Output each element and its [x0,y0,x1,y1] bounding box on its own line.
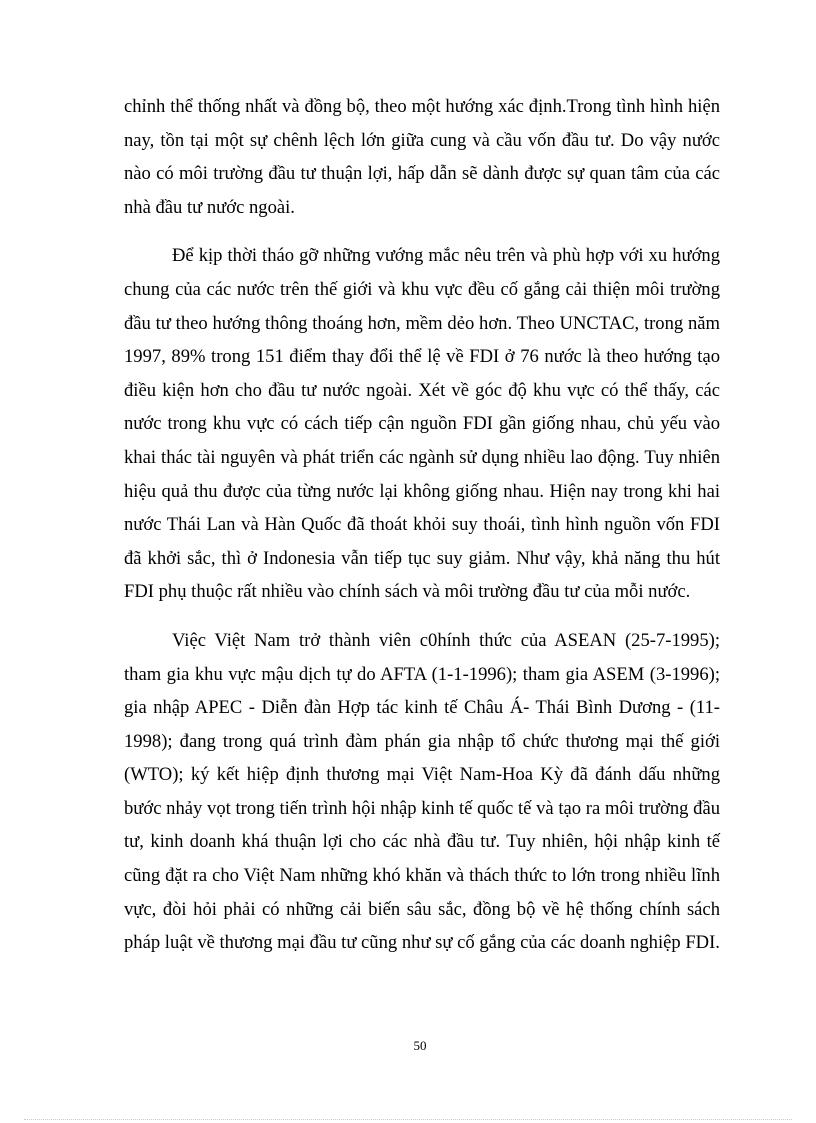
document-body [124,90,720,960]
paragraph-fdi-trends: Để kịp thời tháo gỡ những vướng mắc nêu trên và phù hợp với xu hướng chung của các nước trên thế giới và khu vực đều cố gắng cải thiện môi trường đầu tư theo hướng thông thoáng hơn, mềm dẻo hơn. Theo UNCTAC, trong năm 1997, 89% trong 151 điểm thay đổi thể lệ về FDI ở 76 nước là theo hướng tạo điều kiện hơn cho đầu tư nước ngoài. Xét về góc độ khu vực có thể thấy, các nước trong khu vực có cách tiếp cận nguồn FDI gần giống nhau, chủ yếu vào khai thác tài nguyên và phát triển các ngành sử dụng nhiều lao động. Tuy nhiên hiệu quả thu được của từng nước lại không giống nhau. Hiện nay trong khi hai nước Thái Lan và Hàn Quốc đã thoát khỏi suy thoái, tình hình nguồn vốn FDI đã khởi sắc, thì ở Indonesia vẫn tiếp tục suy giảm. Như vậy, khả năng thu hút FDI phụ thuộc rất nhiều vào chính sách và môi trường đầu tư của mỗi nước. [124,245,720,603]
page-number: 50 [413,1038,427,1053]
paragraph-continuation: chỉnh thể thống nhất và đồng bộ, theo một hướng xác định.Trong tình hình hiện nay, tồn tại một sự chênh lệch lớn giữa cung và cầu vốn đầu tư. Do vậy nước nào có môi trường đầu tư thuận lợi, hấp dẫn sẽ dành được sự quan tâm của các nhà đầu tư nước ngoài. [124,96,720,218]
page-bottom-divider [24,1119,792,1120]
paragraph-vietnam-integration: Việc Việt Nam trở thành viên c0hính thức của ASEAN (25-7-1995); tham gia khu vực mậu dịch tự do AFTA (1-1-1996); tham gia ASEM (3-1996); gia nhập APEC - Diễn đàn Hợp tác kinh tế Châu Á- Thái Bình Dương - (11-1998); đang trong quá trình đàm phán gia nhập tổ chức thương mại thế giới (WTO); ký kết hiệp định thương mại Việt Nam-Hoa Kỳ đã đánh dấu những bước nhảy vọt trong tiến trình hội nhập kinh tế quốc tế và tạo ra môi trường đầu tư, kinh doanh khá thuận lợi cho các nhà đầu tư. Tuy nhiên, hội nhập kinh tế cũng đặt ra cho Việt Nam những khó khăn và thách thức to lớn trong nhiều lĩnh vực, đòi hỏi phải có những cải biến sâu sắc, đồng bộ về hệ thống chính sách pháp luật về thương mại đầu tư cũng như sự cố gắng của các doanh nghiệp FDI. [124,629,720,954]
